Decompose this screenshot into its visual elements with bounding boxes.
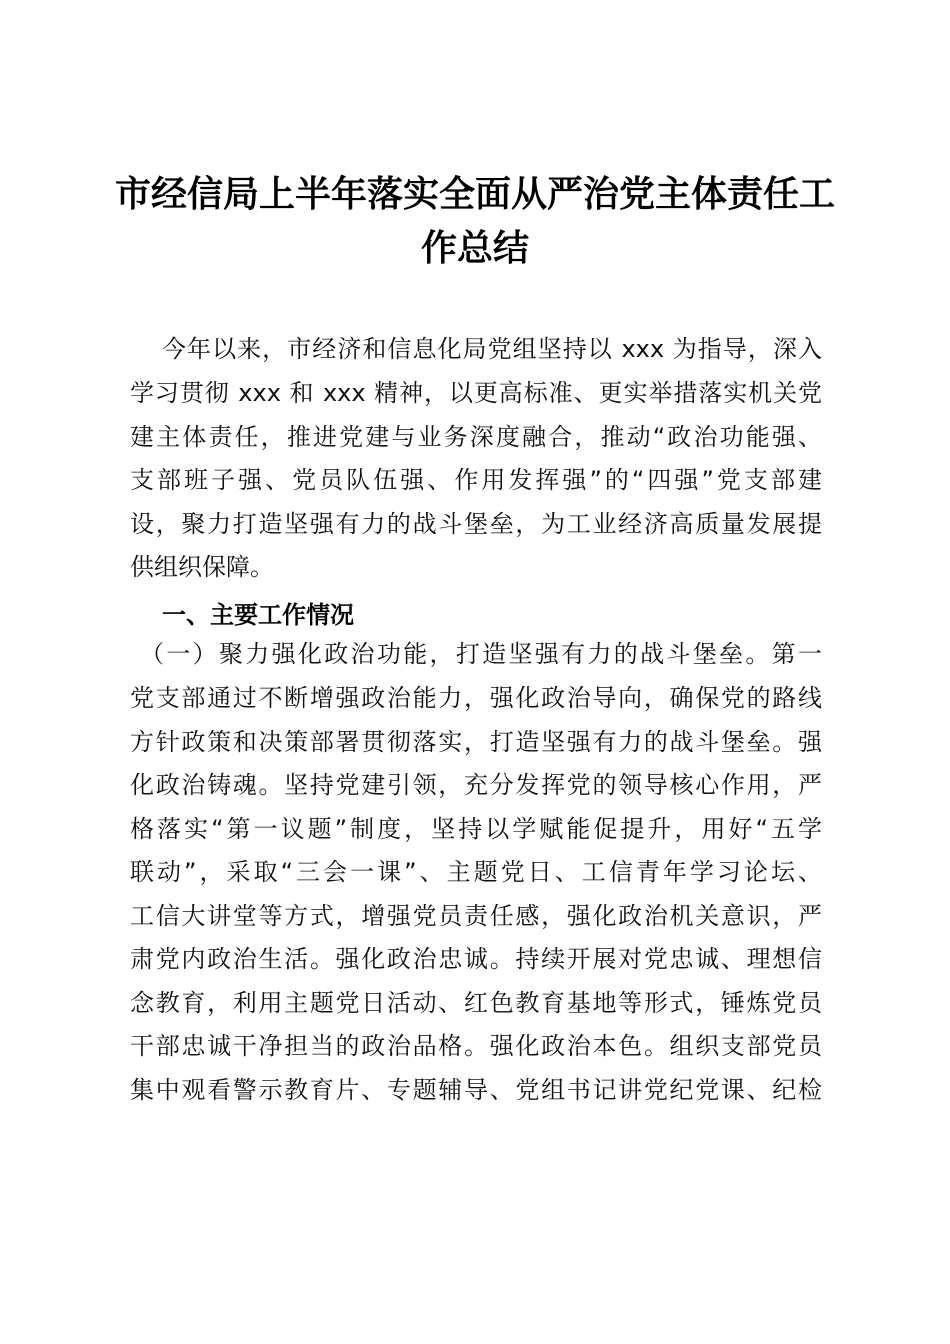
intro-line: 建主体责任，推进党建与业务深度融合，推动“政治功能强、: [130, 423, 822, 451]
section-heading: 一、主要工作情况: [162, 601, 354, 629]
section-line: 方针政策和决策部署贯彻落实，打造坚强有力的战斗堡垒。强: [130, 728, 822, 756]
section-line: （一）聚力强化政治功能，打造坚强有力的战斗堡垒。第一: [140, 640, 822, 668]
section-line: 念教育，利用主题党日活动、红色教育基地等形式，锤炼党员: [130, 989, 822, 1017]
section-line: 党支部通过不断增强政治能力，强化政治导向，确保党的路线: [130, 684, 822, 712]
intro-line: 供组织保障。: [130, 553, 274, 581]
section-line: 化政治铸魂。坚持党建引领，充分发挥党的领导核心作用，严: [130, 771, 822, 799]
document-title-line-2: 作总结: [420, 227, 529, 269]
section-line: 工信大讲堂等方式，增强党员责任感，强化政治机关意识，严: [130, 902, 822, 930]
intro-line: 支部班子强、党员队伍强、作用发挥强”的“四强”党支部建: [130, 466, 822, 494]
section-line: 集中观看警示教育片、专题辅导、党组书记讲党纪党课、纪检: [130, 1076, 822, 1104]
section-line: 联动”，采取“三会一课”、主题党日、工信青年学习论坛、: [130, 858, 822, 886]
section-line: 肃党内政治生活。强化政治忠诚。持续开展对党忠诚、理想信: [130, 945, 822, 973]
document-title-line-1: 市经信局上半年落实全面从严治党主体责任工: [114, 173, 835, 215]
section-line: 格落实“第一议题”制度，坚持以学赋能促提升，用好“五学: [130, 815, 822, 843]
intro-line: 学习贯彻 xxx 和 xxx 精神，以更高标准、更实举措落实机关党: [130, 379, 822, 407]
intro-line: 今年以来，市经济和信息化局党组坚持以 xxx 为指导，深入: [162, 335, 822, 363]
intro-line: 设，聚力打造坚强有力的战斗堡垒，为工业经济高质量发展提: [130, 510, 822, 538]
section-line: 干部忠诚干净担当的政治品格。强化政治本色。组织支部党员: [130, 1032, 822, 1060]
